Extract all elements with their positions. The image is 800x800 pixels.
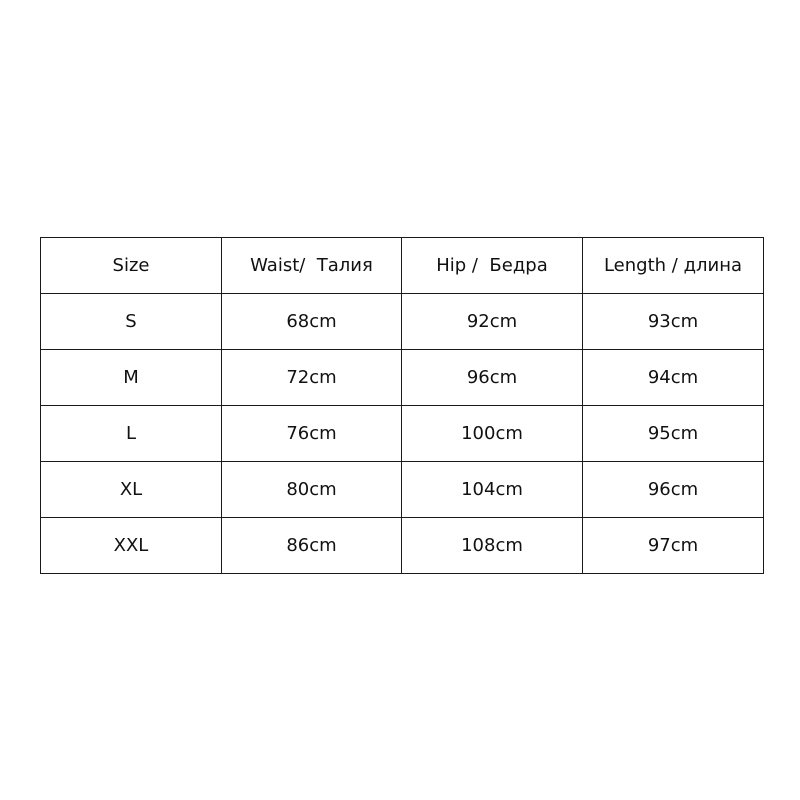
table-row: [41, 294, 764, 350]
cell-size: S: [41, 294, 222, 350]
cell-hip: 100cm: [402, 406, 583, 462]
header-waist: Waist/ Талия: [222, 238, 402, 294]
cell-waist: 68cm: [222, 294, 402, 350]
cell-length: 95cm: [583, 406, 764, 462]
cell-length: 93cm: [583, 294, 764, 350]
size-chart-table: [40, 237, 764, 574]
cell-hip: 104cm: [402, 462, 583, 518]
cell-waist: 86cm: [222, 518, 402, 574]
cell-size: M: [41, 350, 222, 406]
cell-waist: 76cm: [222, 406, 402, 462]
cell-waist: 72cm: [222, 350, 402, 406]
header-length: Length / длина: [583, 238, 764, 294]
cell-waist: 80cm: [222, 462, 402, 518]
cell-length: 94cm: [583, 350, 764, 406]
header-size: Size: [41, 238, 222, 294]
cell-hip: 92cm: [402, 294, 583, 350]
cell-size: XXL: [41, 518, 222, 574]
table-header-row: [41, 238, 764, 294]
cell-hip: 96cm: [402, 350, 583, 406]
table-row: [41, 406, 764, 462]
table-row: [41, 350, 764, 406]
cell-length: 97cm: [583, 518, 764, 574]
cell-size: XL: [41, 462, 222, 518]
cell-length: 96cm: [583, 462, 764, 518]
table-row: [41, 518, 764, 574]
header-hip: Hip / Бедра: [402, 238, 583, 294]
table-row: [41, 462, 764, 518]
cell-size: L: [41, 406, 222, 462]
cell-hip: 108cm: [402, 518, 583, 574]
